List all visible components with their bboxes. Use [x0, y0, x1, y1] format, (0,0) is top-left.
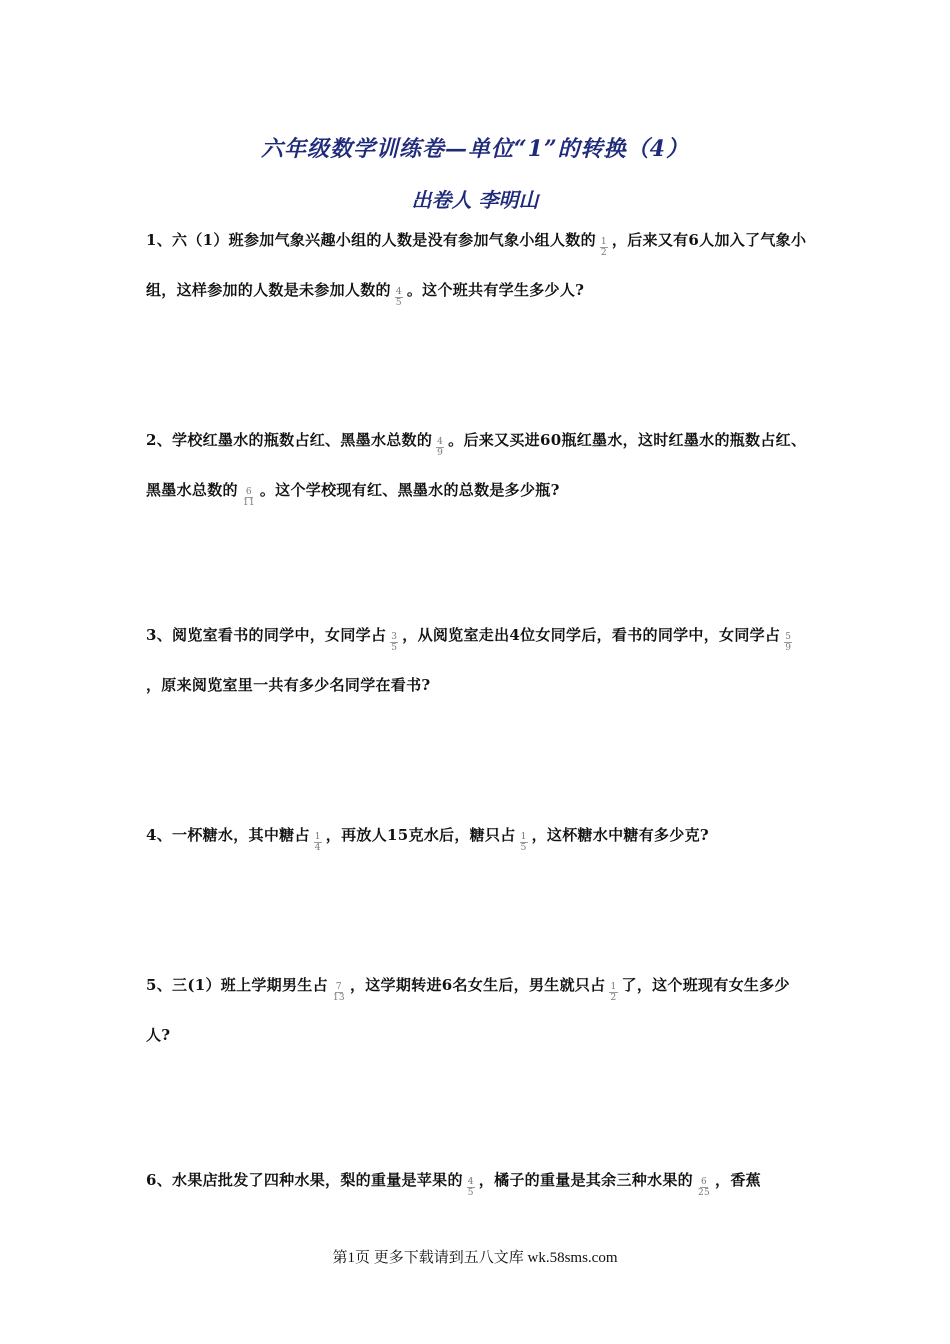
- fraction-numerator: 6: [701, 1176, 708, 1187]
- fraction-numerator: 4: [437, 436, 444, 447]
- fraction-numerator: 1: [610, 981, 617, 992]
- question-4: [146, 810, 808, 860]
- fraction-numerator: 1: [520, 831, 527, 842]
- fraction: [697, 1177, 711, 1198]
- author-line: 出卷人 李明山: [411, 188, 539, 212]
- fraction-denominator: 5: [467, 1187, 474, 1198]
- fraction: [609, 982, 617, 1003]
- question-text: 了，这个班现有女生多少人?: [146, 976, 790, 1044]
- fraction-numerator: 4: [395, 286, 402, 297]
- fraction-denominator: 9: [785, 642, 792, 653]
- question-text: 3、阅览室看书的同学中，女同学占: [146, 626, 387, 644]
- question-text: 6、水果店批发了四种水果，梨的重量是苹果的: [146, 1171, 463, 1189]
- fraction: [520, 832, 528, 853]
- question-text: 。这个班共有学生多少人?: [406, 281, 585, 299]
- question-text: 2、学校红墨水的瓶数占红、黑墨水总数的: [146, 431, 433, 449]
- question-text: ，这学期转进6名女生后，男生就只占: [349, 976, 606, 994]
- fraction-numerator: 1: [314, 831, 321, 842]
- question-1: [146, 215, 808, 315]
- fraction: [600, 237, 608, 258]
- question-6: [146, 1155, 808, 1205]
- fraction: [467, 1177, 475, 1198]
- question-text: ，从阅览室走出4位女同学后，看书的同学中，女同学占: [402, 626, 781, 644]
- fraction-denominator: 2: [610, 992, 617, 1003]
- question-text: 1、六（1）班参加气象兴趣小组的人数是没有参加气象小组人数的: [146, 231, 596, 249]
- question-text: ，橘子的重量是其余三种水果的: [478, 1171, 693, 1189]
- fraction-denominator: 25: [697, 1187, 711, 1198]
- question-text: 。这个学校现有红、黑墨水的总数是多少瓶?: [259, 481, 560, 499]
- fraction: [242, 487, 256, 508]
- fraction: [390, 632, 398, 653]
- fraction-denominator: 5: [520, 842, 527, 853]
- fraction-denominator: 5: [391, 642, 398, 653]
- fraction-numerator: 1: [600, 236, 607, 247]
- fraction-numerator: 7: [335, 981, 342, 992]
- question-text: 4、一杯糖水，其中糖占: [146, 826, 310, 844]
- fraction-denominator: 4: [314, 842, 321, 853]
- fraction: [395, 287, 403, 308]
- fraction-numerator: 3: [391, 631, 398, 642]
- question-3: [146, 610, 808, 710]
- fraction-numerator: 4: [467, 1176, 474, 1187]
- question-2: [146, 415, 808, 515]
- question-text: ，香蕉: [715, 1171, 761, 1189]
- fraction-denominator: 11: [242, 497, 255, 508]
- question-text: ，后来又有6人加入了气象小组，这样参加的人数是未参加人数的: [146, 231, 807, 299]
- fraction-denominator: 9: [437, 447, 444, 458]
- fraction-numerator: 6: [245, 486, 252, 497]
- question-text: ，原来阅览室里一共有多少名同学在看书?: [146, 676, 431, 694]
- fraction-denominator: 5: [395, 297, 402, 308]
- question-text: 。后来又买进60瓶红墨水，这时红墨水的瓶数占红、黑墨水总数的: [146, 431, 807, 499]
- fraction: [332, 982, 346, 1003]
- page-title: 六年级数学训练卷—单位“1”的转换（4）: [261, 136, 689, 162]
- question-5: [146, 960, 808, 1060]
- fraction: [436, 437, 444, 458]
- question-text: 5、三(1）班上学期男生占: [146, 976, 328, 994]
- question-text: ，这杯糖水中糖有多少克?: [531, 826, 709, 844]
- fraction-denominator: 13: [332, 992, 345, 1003]
- fraction: [314, 832, 322, 853]
- fraction-numerator: 5: [785, 631, 792, 642]
- page-footer: 第1页 更多下载请到五八文库 wk.58sms.com: [332, 1250, 618, 1266]
- question-text: ，再放人15克水后，糖只占: [325, 826, 516, 844]
- fraction: [784, 632, 792, 653]
- fraction-denominator: 2: [600, 247, 607, 258]
